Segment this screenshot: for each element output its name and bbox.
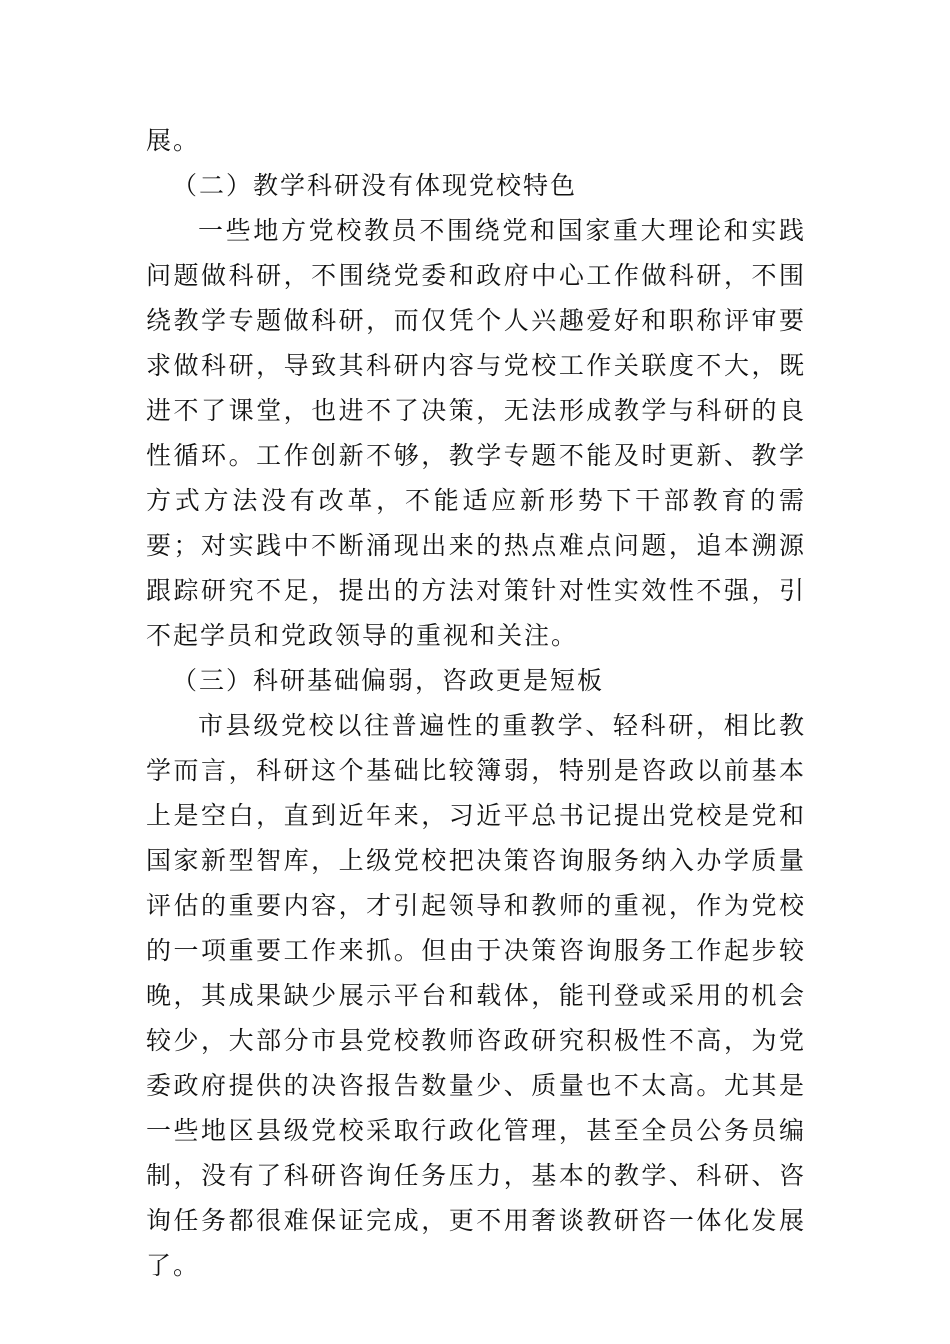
section-heading-3: （三）科研基础偏弱，咨政更是短板 xyxy=(172,666,605,695)
paragraph-continuation: 展。 xyxy=(146,126,201,155)
document-body xyxy=(146,118,806,1288)
paragraph-section-2: 一些地方党校教员不围绕党和国家重大理论和实践问题做科研，不围绕党委和政府中心工作做科研，不围绕教学专题做科研，而仅凭个人兴趣爱好和职称评审要求做科研，导致其科研内容与党校工作关联度不大，既进不了课堂，也进不了决策，无法形成教学与科研的良性循环。工作创新不够，教学专题不能及时更新、教学方式方法没有改革，不能适应新形势下干部教育的需要；对实践中不断涌现出来的热点难点问题，追本溯源跟踪研究不足，提出的方法对策针对性实效性不强，引不起学员和党政领导的重视和关注。 xyxy=(146,216,806,650)
paragraph-section-3: 市县级党校以往普遍性的重教学、轻科研，相比教学而言，科研这个基础比较簿弱，特别是咨政以前基本上是空白，直到近年来，习近平总书记提出党校是党和国家新型智库，上级党校把决策咨询服务纳入办学质量评估的重要内容，才引起领导和教师的重视，作为党校的一项重要工作来抓。但由于决策咨询服务工作起步较晚，其成果缺少展示平台和载体，能刊登或采用的机会较少，大部分市县党校教师咨政研究积极性不高，为党委政府提供的决咨报告数量少、质量也不太高。尤其是一些地区县级党校采取行政化管理，甚至全员公务员编制，没有了科研咨询任务压力，基本的教学、科研、咨询任务都很难保证完成，更不用奢谈教研咨一体化发展了。 xyxy=(146,711,806,1280)
section-heading-2: （二）教学科研没有体现党校特色 xyxy=(172,171,578,200)
